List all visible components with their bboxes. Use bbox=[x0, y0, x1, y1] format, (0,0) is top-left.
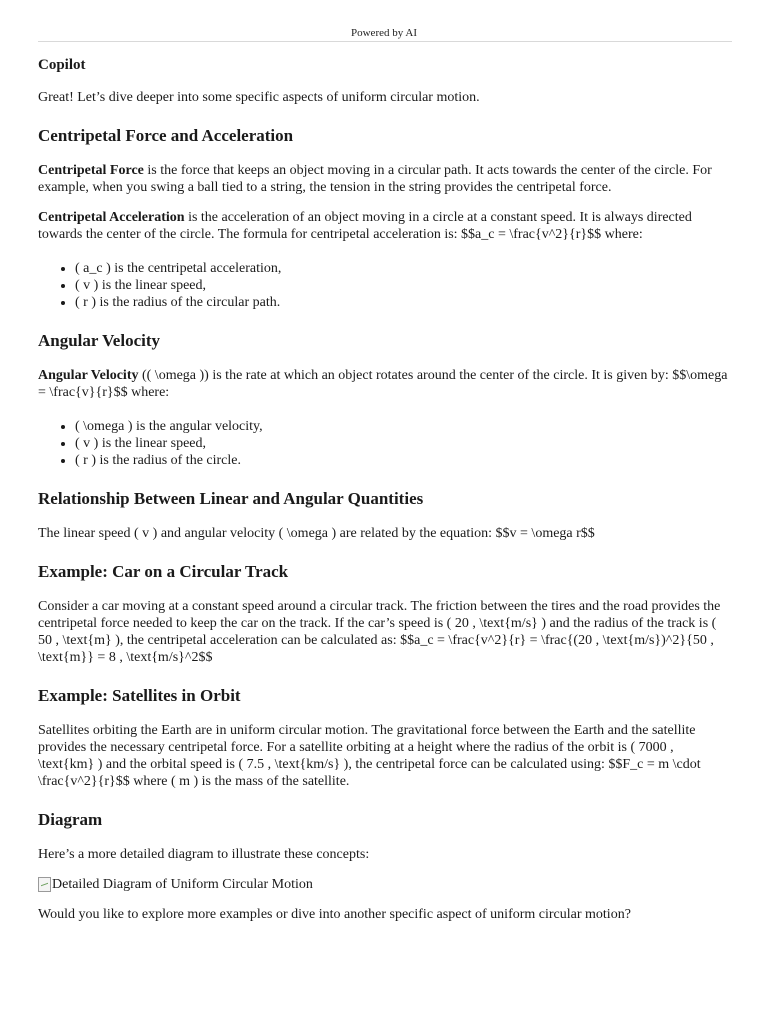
heading-centripetal: Centripetal Force and Acceleration bbox=[38, 126, 294, 145]
heading-relationship: Relationship Between Linear and Angular Quantities bbox=[38, 489, 424, 508]
speaker-label: Copilot bbox=[38, 57, 86, 73]
text-centripetal-acceleration: is the acceleration of an object moving in a circle at a constant speed. It is always directed towards the center of the circle. The formula for centripetal acceleration is: $$a_c = \frac{v^2}{r}$$ where: bbox=[38, 210, 692, 242]
paragraph-centripetal-force bbox=[38, 162, 732, 196]
paragraph-example-car: Consider a car moving at a constant speed around a circular track. The friction between the tires and the road provides the centripetal force needed to keep the car on the track. If the car’s speed is ( 20 , \text{m/s} ) and the radius of the track is ( 50 , \text{m} ), the centripetal acceleration can be calculated as: $$a_c = \frac{v^2}{r} = \frac{(20 , \text{m/s})^2}{50 , \text{m}} = 8 , \text{m/s}^2$$ bbox=[38, 599, 721, 665]
list-angular-variables bbox=[38, 418, 732, 469]
paragraph-diagram-intro: Here’s a more detailed diagram to illustrate these concepts: bbox=[38, 847, 370, 862]
heading-example-car: Example: Car on a Circular Track bbox=[38, 562, 289, 581]
heading-example-satellite: Example: Satellites in Orbit bbox=[38, 686, 241, 705]
header-divider bbox=[38, 41, 732, 42]
list-item: • ( v ) is the linear speed, bbox=[75, 277, 732, 294]
term-centripetal-acceleration: Centripetal Acceleration bbox=[38, 210, 185, 225]
paragraph-centripetal-acceleration bbox=[38, 209, 732, 243]
list-item: • ( v ) is the linear speed, bbox=[75, 435, 732, 452]
paragraph-relationship: The linear speed ( v ) and angular velocity ( \omega ) are related by the equation: $$v = \omega r$$ bbox=[38, 526, 595, 541]
term-centripetal-force: Centripetal Force bbox=[38, 163, 144, 178]
diagram-image bbox=[38, 876, 732, 893]
closing-question: Would you like to explore more examples or dive into another specific aspect of uniform circular motion? bbox=[38, 907, 631, 922]
intro-paragraph: Great! Let’s dive deeper into some specific aspects of uniform circular motion. bbox=[38, 90, 480, 105]
list-item: • ( a_c ) is the centripetal acceleration, bbox=[75, 260, 732, 277]
paragraph-angular-velocity bbox=[38, 367, 732, 401]
paragraph-example-satellite: Satellites orbiting the Earth are in uniform circular motion. The gravitational force between the Earth and the satellite provides the necessary centripetal force. For a satellite orbiting at a height where the radius of the orbit is ( 7000 , \text{km} ) and the orbital speed is ( 7.5 , \text{km/s} ), the centripetal force can be calculated using: $$F_c = m \cdot \frac{v^2}{r}$$ where ( m ) is the mass of the satellite. bbox=[38, 723, 701, 789]
heading-diagram: Diagram bbox=[38, 810, 103, 829]
broken-image-icon bbox=[38, 877, 51, 892]
list-item: • ( r ) is the radius of the circular path. bbox=[75, 294, 732, 311]
text-angular-velocity: (( \omega )) is the rate at which an object rotates around the center of the circle. It is given by: $$\omega = \frac{v}{r}$$ where: bbox=[38, 368, 728, 400]
term-angular-velocity: Angular Velocity bbox=[38, 368, 139, 383]
list-item: • ( r ) is the radius of the circle. bbox=[75, 452, 732, 469]
text-centripetal-force: is the force that keeps an object moving in a circular path. It acts towards the center of the circle. For example, when you swing a ball tied to a string, the tension in the string provides the centripetal force. bbox=[38, 163, 712, 195]
powered-by-header: Powered by AI bbox=[351, 27, 417, 39]
heading-angular-velocity: Angular Velocity bbox=[38, 331, 161, 350]
diagram-image-alt-text: Detailed Diagram of Uniform Circular Motion bbox=[52, 877, 313, 892]
list-centripetal-variables bbox=[38, 260, 732, 311]
list-item: • ( \omega ) is the angular velocity, bbox=[75, 418, 732, 435]
message-body bbox=[38, 57, 732, 936]
